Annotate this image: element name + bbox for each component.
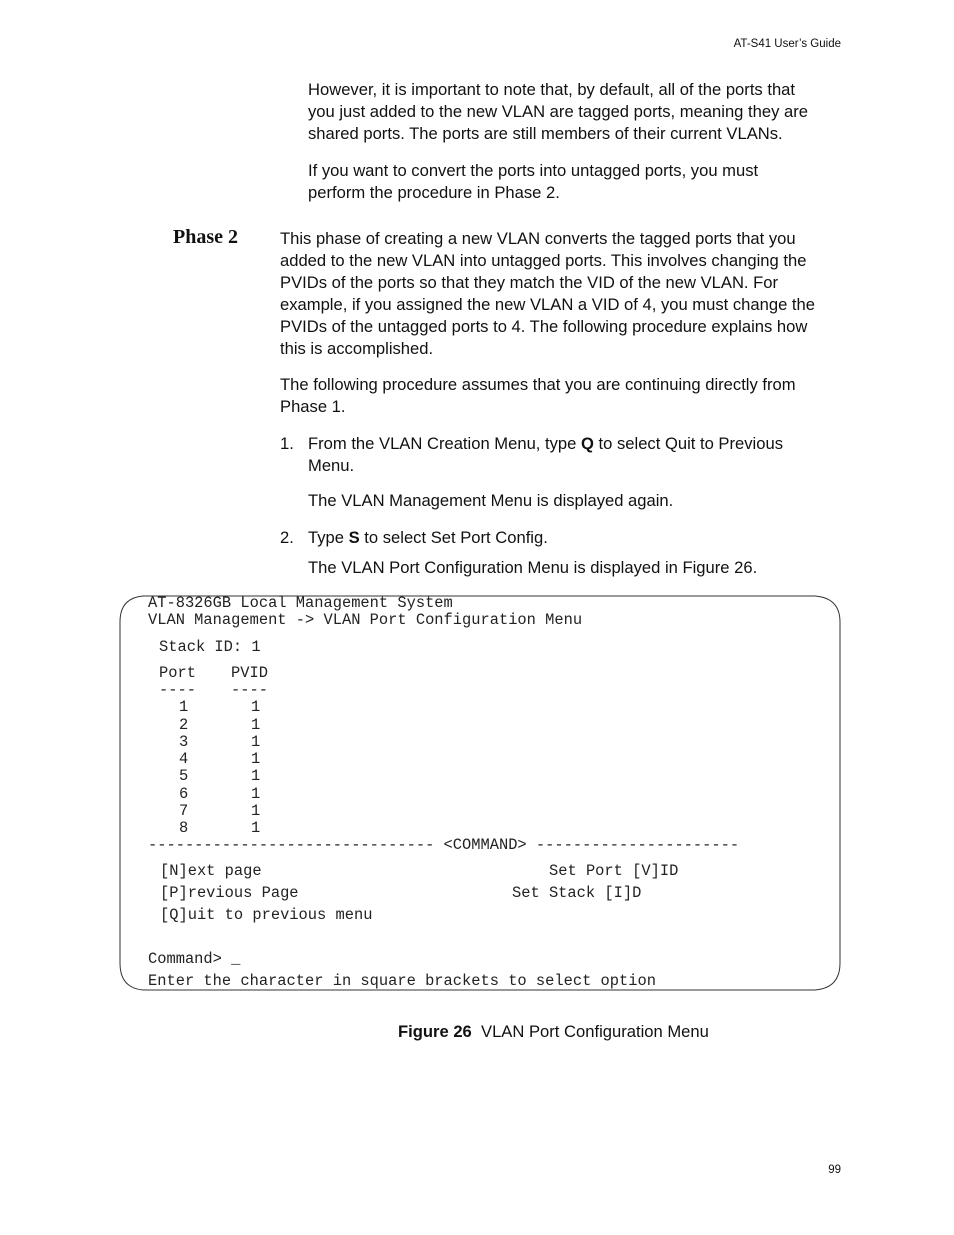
text-line: example, if you assigned the new VLAN a VID of 4, you must change the — [280, 295, 815, 314]
text-line: shared ports. The ports are still members of their current VLANs. — [308, 124, 783, 143]
text-line: This phase of creating a new VLAN converts the tagged ports that you — [280, 229, 796, 248]
column-rule: ---- — [159, 681, 196, 699]
column-rule: ---- — [231, 681, 268, 699]
page-number: 99 — [828, 1164, 841, 1176]
port-cell: 3 — [179, 733, 189, 751]
pvid-cell: 1 — [251, 767, 261, 785]
step-text: to select Set Port Config. — [359, 528, 548, 547]
figure-title: VLAN Port Configuration Menu — [481, 1022, 709, 1041]
pvid-cell: 1 — [251, 733, 261, 751]
pvid-cell: 1 — [251, 698, 261, 716]
step-2-result: The VLAN Port Configuration Menu is displayed in Figure 26. — [308, 558, 758, 577]
text-line: added to the new VLAN into untagged ports. This involves changing the — [280, 251, 807, 270]
running-header: AT-S41 User’s Guide — [733, 38, 841, 50]
text-line: this is accomplished. — [280, 339, 434, 358]
terminal-title: AT-8326GB Local Management System — [148, 594, 453, 612]
status-hint: Enter the character in square brackets to select option — [148, 972, 656, 990]
text-line: PVIDs of the untagged ports to 4. The following procedure explains how — [280, 317, 808, 336]
figure-caption — [398, 1022, 709, 1042]
option-next-page[interactable]: [N]ext page — [160, 862, 262, 880]
step-1-result: The VLAN Management Menu is displayed again. — [308, 491, 674, 510]
pvid-cell: 1 — [251, 750, 261, 768]
port-cell: 6 — [179, 785, 189, 803]
column-header-port: Port — [159, 664, 196, 682]
pvid-cell: 1 — [251, 819, 261, 837]
step-text: From the VLAN Creation Menu, type — [308, 434, 581, 453]
port-cell: 1 — [179, 698, 189, 716]
key-s: S — [348, 528, 360, 547]
option-previous-page[interactable]: [P]revious Page — [160, 884, 299, 902]
port-cell: 2 — [179, 716, 189, 734]
section-heading: Phase 2 — [173, 226, 238, 248]
port-cell: 4 — [179, 750, 189, 768]
option-quit[interactable]: [Q]uit to previous menu — [160, 906, 373, 924]
step-number: 1. — [280, 434, 294, 453]
pvid-cell: 1 — [251, 802, 261, 820]
option-set-port-vid[interactable]: Set Port [V]ID — [549, 862, 679, 880]
pvid-cell: 1 — [251, 716, 261, 734]
text-line: However, it is important to note that, by default, all of the ports that — [308, 80, 796, 99]
text-line: PVIDs of the ports so that they match the VID of the new VLAN. For — [280, 273, 779, 292]
command-prompt[interactable]: Command> _ — [148, 950, 241, 968]
text-line: Phase 1. — [280, 397, 346, 416]
step-number: 2. — [280, 528, 294, 547]
stack-id: Stack ID: 1 — [159, 638, 261, 656]
text-line: you just added to the new VLAN are tagged ports, meaning they are — [308, 102, 808, 121]
figure-label: Figure 26 — [398, 1022, 472, 1041]
port-cell: 5 — [179, 767, 189, 785]
key-q: Q — [581, 434, 594, 453]
terminal-breadcrumb: VLAN Management -> VLAN Port Configuration Menu — [148, 611, 583, 629]
text-line: perform the procedure in Phase 2. — [308, 183, 560, 202]
step-text: Type — [308, 528, 349, 547]
column-header-pvid: PVID — [231, 664, 268, 682]
text-line: The following procedure assumes that you are continuing directly from — [280, 375, 796, 394]
port-cell: 8 — [179, 819, 189, 837]
command-bar: ------------------------------- <COMMAND> ---------------------- — [148, 836, 740, 854]
step-text: to select Quit to Previous — [593, 434, 783, 453]
port-cell: 7 — [179, 802, 189, 820]
pvid-cell: 1 — [251, 785, 261, 803]
text-line: If you want to convert the ports into untagged ports, you must — [308, 161, 759, 180]
option-set-stack-id[interactable]: Set Stack [I]D — [512, 884, 642, 902]
step-line: Menu. — [308, 456, 355, 475]
